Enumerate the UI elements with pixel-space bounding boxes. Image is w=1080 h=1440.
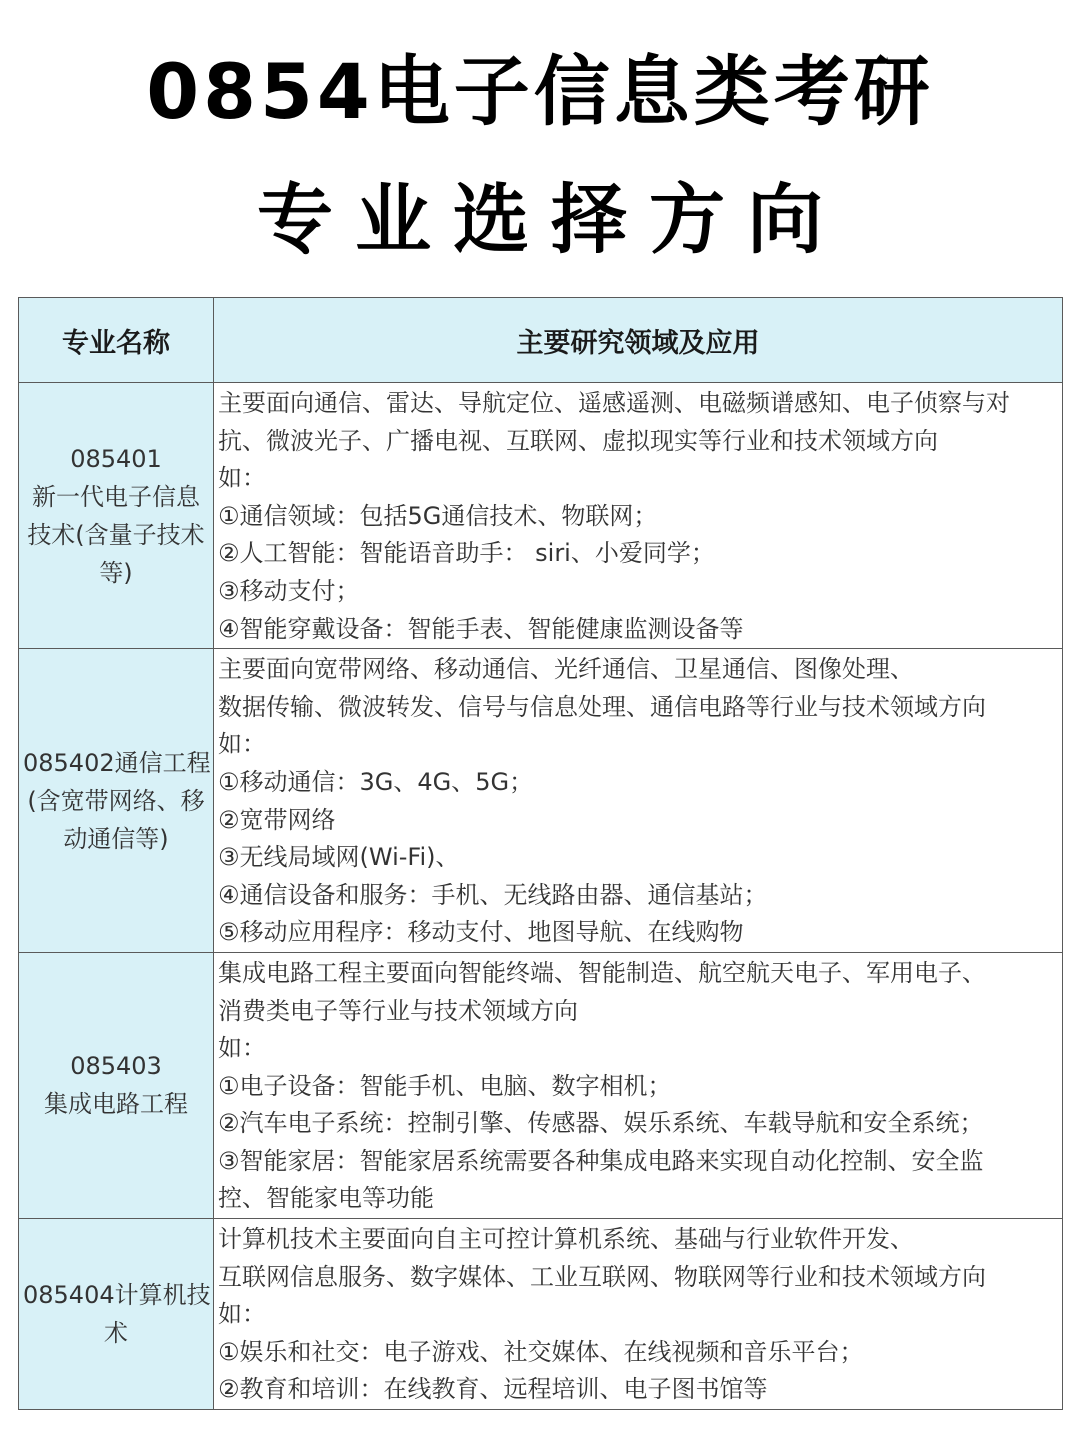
desc-line: 如： (218, 464, 266, 493)
table-row (19, 952, 1063, 1218)
desc-line: ⑤移动应用程序：移动支付、地图导航、在线购物 (218, 918, 744, 947)
major-name-cell (19, 952, 214, 1218)
desc-line: ①娱乐和社交：电子游戏、社交媒体、在线视频和音乐平台； (218, 1337, 864, 1366)
table-row (19, 1219, 1063, 1410)
desc-line: ①通信领域：包括5G通信技术、物联网； (218, 501, 658, 530)
desc-line: 消费类电子等行业与技术领域方向 (218, 996, 578, 1025)
table-header-row (19, 298, 1063, 383)
desc-line: 如： (218, 730, 266, 759)
desc-line: 如： (218, 1300, 266, 1329)
major-desc-cell (214, 649, 1063, 953)
major-name-line: 085402通信工程 (23, 748, 211, 777)
desc-line: ④通信设备和服务：手机、无线路由器、通信基站； (218, 880, 768, 909)
desc-line: ①电子设备：智能手机、电脑、数字相机； (218, 1071, 672, 1100)
desc-line: ④智能穿戴设备：智能手表、智能健康监测设备等 (218, 614, 744, 643)
desc-line: 如： (218, 1034, 266, 1063)
major-desc-cell (214, 1219, 1063, 1410)
desc-line: 数据传输、微波转发、信号与信息处理、通信电路等行业与技术领域方向 (218, 692, 986, 721)
desc-line: ①移动通信：3G、4G、5G； (218, 767, 534, 796)
page-title: 0854电子信息类考研 (146, 47, 934, 136)
major-desc-cell (214, 383, 1063, 649)
major-name-cell (19, 1219, 214, 1410)
desc-line: ②汽车电子系统：控制引擎、传感器、娱乐系统、车载导航和安全系统； (218, 1109, 984, 1138)
major-name-line: 085403 (70, 1052, 162, 1081)
desc-line: ③移动支付； (218, 576, 360, 605)
desc-line: ③无线局域网(Wi-Fi)、 (218, 843, 460, 872)
major-name-line: 技术(含量子技术 (27, 520, 205, 549)
desc-line: 计算机技术主要面向自主可控计算机系统、基础与行业软件开发、 (218, 1225, 914, 1254)
desc-line: 控、智能家电等功能 (218, 1184, 434, 1213)
desc-line: ③智能家居：智能家居系统需要各种集成电路来实现自动化控制、安全监 (218, 1146, 984, 1175)
major-name-line: 新一代电子信息 (32, 482, 200, 511)
desc-line: 抗、微波光子、广播电视、互联网、虚拟现实等行业和技术领域方向 (218, 426, 938, 455)
major-name-line: 等) (99, 558, 133, 587)
major-name-line: 085401 (70, 444, 162, 473)
major-name-cell (19, 649, 214, 953)
table-row (19, 649, 1063, 953)
major-name-cell (19, 383, 214, 649)
desc-line: ②人工智能：智能语音助手： siri、小爱同学； (218, 539, 715, 568)
page-subtitle: 专业选择方向 (257, 175, 845, 264)
header-major-name: 专业名称 (19, 298, 214, 383)
major-name-line: 集成电路工程 (44, 1090, 188, 1119)
major-name-line: 术 (104, 1319, 128, 1348)
major-name-line: 085404计算机技 (23, 1281, 211, 1310)
major-name-line: (含宽带网络、移 (27, 786, 205, 815)
desc-line: ②宽带网络 (218, 805, 336, 834)
desc-line: 互联网信息服务、数字媒体、工业互联网、物联网等行业和技术领域方向 (218, 1262, 986, 1291)
desc-line: ②教育和培训：在线教育、远程培训、电子图书馆等 (218, 1375, 768, 1404)
table-row (19, 383, 1063, 649)
major-desc-cell (214, 952, 1063, 1218)
desc-line: 主要面向通信、雷达、导航定位、遥感遥测、电磁频谱感知、电子侦察与对 (218, 389, 1010, 417)
desc-line: 主要面向宽带网络、移动通信、光纤通信、卫星通信、图像处理、 (218, 655, 914, 684)
major-name-line: 动通信等) (63, 824, 169, 853)
desc-line: 集成电路工程主要面向智能终端、智能制造、航空航天电子、军用电子、 (218, 958, 986, 987)
header-research-areas: 主要研究领域及应用 (214, 298, 1063, 383)
major-table (18, 297, 1063, 1410)
